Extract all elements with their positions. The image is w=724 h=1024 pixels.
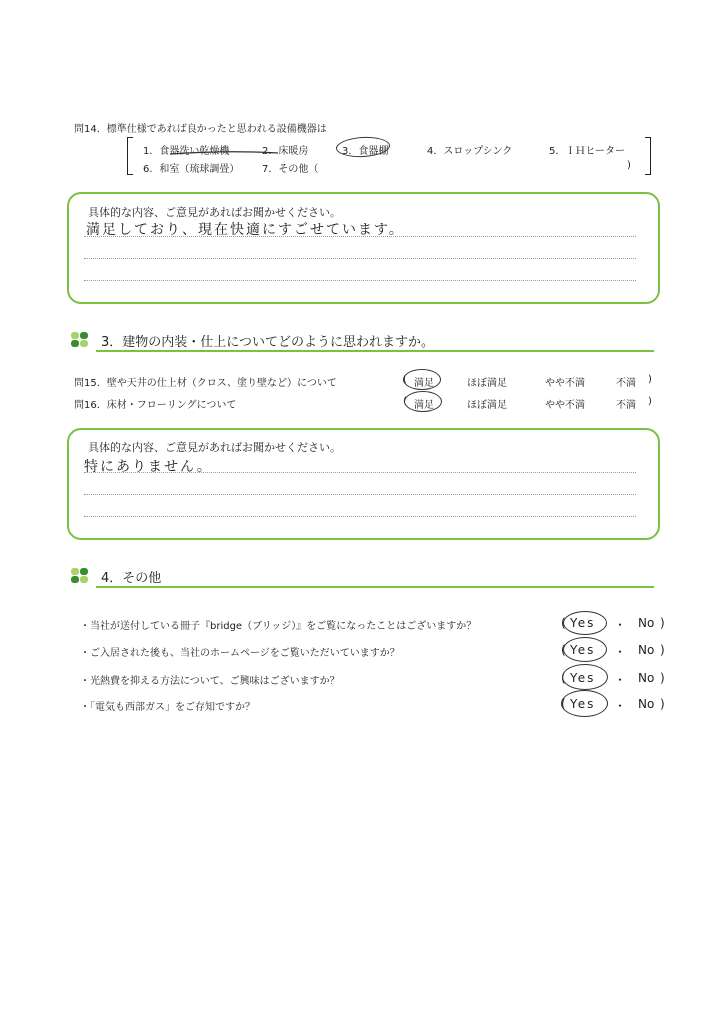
s4-q3-close-paren: ) xyxy=(660,671,665,685)
s4-q4-yes[interactable]: Yes xyxy=(570,697,596,711)
q14-option-3[interactable]: 3．食器棚 xyxy=(342,146,389,157)
writing-line xyxy=(84,236,636,237)
q16-close-paren: ) xyxy=(648,396,652,407)
s4-question-1: ・当社が送付している冊子『bridge（ブリッジ）』をご覧になったことはございますか？ xyxy=(80,621,477,632)
comment-2-prompt: 具体的な内容、ご意見があればお聞かせください。 xyxy=(88,441,341,454)
s4-q2-no[interactable]: No xyxy=(638,643,655,657)
s4-q2-close-paren: ) xyxy=(660,643,665,657)
comment-2-handwritten-answer[interactable]: 特にありません。 xyxy=(84,459,213,475)
s4-q3-open-paren: ( xyxy=(561,671,566,685)
q14-option-4[interactable]: 4．スロップシンク xyxy=(427,146,513,157)
s4-question-2: ・ご入居された後も、当社のホームページをご覧いただいていますか？ xyxy=(80,648,400,659)
q14-option-1[interactable]: 1．食器洗い乾燥機 xyxy=(143,146,230,157)
s4-q1-yes[interactable]: Yes xyxy=(570,616,596,630)
comment-1-handwritten-answer[interactable]: 満足しており、現在快適にすごせています。 xyxy=(86,222,405,238)
q15-close-paren: ) xyxy=(648,374,652,385)
q16-option-dissatisfied[interactable]: 不満 xyxy=(616,400,636,411)
q15-option-satisfied[interactable]: 満足 xyxy=(414,378,434,389)
section-4-divider xyxy=(96,586,654,588)
q16-label: 問16．床材・フローリングについて xyxy=(74,400,237,411)
s4-q3-no[interactable]: No xyxy=(638,671,655,685)
writing-line xyxy=(84,472,636,473)
s4-q1-no[interactable]: No xyxy=(638,616,655,630)
q14-option-7[interactable]: 7．その他（ xyxy=(262,164,319,175)
s4-question-3: ・光熱費を抑える方法について、ご興味はございますか？ xyxy=(80,676,340,687)
s4-q4-open-paren: ( xyxy=(561,697,566,711)
q16-open-paren: ( xyxy=(403,396,407,407)
s4-q2-open-paren: ( xyxy=(561,643,566,657)
q16-option-somewhat-dissatisfied[interactable]: やや不満 xyxy=(545,400,585,411)
s4-q4-separator: ・ xyxy=(614,699,627,713)
writing-line xyxy=(84,258,636,259)
writing-line xyxy=(84,280,636,281)
q14-label: 問14．標準仕様であれば良かったと思われる設備機器は xyxy=(74,124,327,135)
section-3-title: 3．建物の内装・仕上についてどのように思われますか。 xyxy=(101,335,435,350)
q15-option-dissatisfied[interactable]: 不満 xyxy=(616,378,636,389)
right-bracket xyxy=(645,137,651,175)
s4-q1-yes-circle xyxy=(563,611,607,635)
section-4-title: 4．その他 xyxy=(101,571,162,586)
s4-q2-yes[interactable]: Yes xyxy=(570,643,596,657)
s4-q2-yes-circle xyxy=(563,637,607,662)
q16-option-satisfied[interactable]: 満足 xyxy=(414,400,434,411)
q14-option-6[interactable]: 6．和室（琉球調畳） xyxy=(143,164,240,175)
s4-q3-yes[interactable]: Yes xyxy=(570,671,596,685)
s4-q3-separator: ・ xyxy=(614,673,627,687)
clover-icon xyxy=(71,332,89,348)
q16-option-mostly-satisfied[interactable]: ほぼ満足 xyxy=(467,400,507,411)
q15-label: 問15．壁や天井の仕上材（クロス、塗り壁など）について xyxy=(74,378,337,389)
q16-selected-circle xyxy=(404,391,442,412)
s4-question-4: ・「電気も西部ガス」をご存知ですか？ xyxy=(80,702,255,713)
s4-q4-close-paren: ) xyxy=(660,697,665,711)
s4-q4-yes-circle xyxy=(561,690,608,717)
writing-line xyxy=(84,494,636,495)
q14-option-5[interactable]: 5．ＩＨヒーター xyxy=(549,146,625,157)
s4-q2-separator: ・ xyxy=(614,645,627,659)
s4-q1-separator: ・ xyxy=(614,618,627,632)
s4-q1-open-paren: ( xyxy=(561,616,566,630)
s4-q1-close-paren: ) xyxy=(660,616,665,630)
q15-option-mostly-satisfied[interactable]: ほぼ満足 xyxy=(467,378,507,389)
writing-line xyxy=(84,516,636,517)
comment-1-prompt: 具体的な内容、ご意見があればお聞かせください。 xyxy=(88,206,341,219)
left-bracket xyxy=(127,137,133,175)
q14-close-paren: ) xyxy=(627,160,631,171)
s4-q4-no[interactable]: No xyxy=(638,697,655,711)
q14-option-2[interactable]: 2．床暖房 xyxy=(262,146,309,157)
option-1-underline-mark xyxy=(168,138,288,160)
clover-icon xyxy=(71,568,89,584)
q15-selected-circle xyxy=(403,369,441,390)
section-3-divider xyxy=(96,350,654,352)
q15-open-paren: ( xyxy=(403,374,407,385)
q15-option-somewhat-dissatisfied[interactable]: やや不満 xyxy=(545,378,585,389)
s4-q3-yes-circle xyxy=(562,664,608,690)
